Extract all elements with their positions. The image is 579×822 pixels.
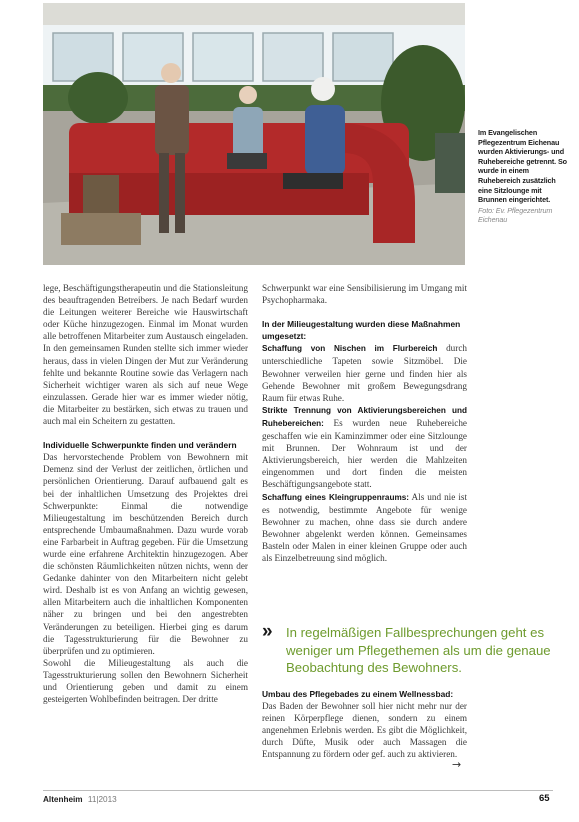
caption-text: Im Evangelischen Pflegezentrum Eichenau wurden Aktivierungs- und Ruhebereiche getrennt. So wurde in einem Ruhebereich zusätzlich eine Sitzlounge mit Brunnen eingerichtet. [478, 128, 567, 205]
paragraph-body: durch unterschiedliche Tapeten sowie Sitzmöbel. Die Bewohner verweilen hier gerne und finden hier als Gehende Bewohner mit großem Bewegungsdrang Raum für etwas Ruhe. [262, 343, 467, 403]
left-column [43, 282, 248, 705]
quote-chevron-icon: » [262, 621, 273, 642]
paragraph-body: Als und nie ist es notwendig, bestimmte Angebote für wenige Bewohner zu machen, ohne dass sie durch andere Bewohner abgelenkt werden können. Gemeinsames Basteln oder Malen in einer kleinen Gruppe oder auch als Einzelbetreuung sind möglich. [262, 491, 467, 563]
subheading: Individuelle Schwerpunkte finden und verändern [43, 440, 237, 451]
paragraph-with-lead [262, 404, 467, 491]
continue-arrow-icon: → [452, 758, 462, 771]
issue-number: 11|2013 [87, 795, 117, 804]
paragraph: Sowohl die Milieugestaltung als auch die Tagesstrukturierung sollen den Bewohnern Sicherheit und Orientierung geben und damit zu einem gesteigerten Wohlbefinden beitragen. Der dritte [43, 657, 248, 705]
page-number: 65 [539, 793, 550, 804]
lounge-photo [43, 3, 465, 265]
right-column-lower [262, 688, 467, 761]
paragraph-lead: Schaffung von Nischen im Flurbereich [262, 344, 438, 354]
footer-magazine [43, 795, 117, 804]
footer-divider [43, 790, 553, 791]
paragraph-lead: Strikte Trennung von Aktivierungsbereichen und Ruhebereichen: [262, 405, 467, 428]
paragraph-gap [43, 427, 248, 439]
photo-credit: Foto: Ev. Pflegezentrum Eichenau [478, 205, 553, 225]
paragraph: Das Baden der Bewohner soll hier nicht mehr nur der reinen Körperpflege dienen, sondern zu einem angenehmen Erlebnis werden. Es gibt die Möglichkeit, durch Düfte, Musik oder auch Massagen die Entspannung zu fördern oder gef. auch zu aktivieren. [262, 701, 467, 760]
lounge-photo-illustration [43, 3, 465, 265]
paragraph-lead: Schaffung eines Kleingruppenraums: [262, 492, 410, 502]
paragraph: lege, Beschäftigungstherapeutin und die Stationsleitung des beauftragenden Betreibers. Je nach Bedarf wurden die Leitungen weiterer Bereiche wie Hauswirtschaft oder Küche hinzugezogen. Einmal im Monat wurden alle betroffenen Mitarbeiter zum Austausch eingeladen. In den gemeinsamen Runden stellte sich immer wieder heraus, dass in vielen Dingen der Mut zur Veränderung fehlte und bekannte Routine sowie das Verlagern nach Sicherheit wichtiger waren als sich auf neue Wege einzulassen. Gerade hier war es immer wieder nötig, die Mitarbeiter zu bestärken, sich etwas zu trauen und auch mal ein Scheitern zu gestatten. [43, 283, 248, 427]
paragraph-gap [262, 306, 467, 318]
paragraph-body: Es wurden neue Ruhebereiche geschaffen wie ein Kaminzimmer oder eine Sitzlounge mit Brunnen. Der Wohnraum ist und der Aktivierungsbereich, hier werden die Mahlzeiten eingenommen und dort finden die meisten Beschäftigungsangebote statt. [262, 417, 467, 490]
photo-caption [478, 128, 568, 225]
subheading: Umbau des Pflegebades zu einem Wellnessbad: [262, 689, 454, 699]
paragraph: Schwerpunkt war eine Sensibilisierung im Umgang mit Psychopharmaka. [262, 283, 467, 306]
pull-quote-text: In regelmäßigen Fallbesprechungen geht es weniger um Pflegethemen als um die genaue Beobachtung des Bewohners. [286, 625, 551, 675]
paragraph-with-lead [262, 491, 467, 565]
pull-quote [262, 621, 562, 677]
paragraph: Das hervorstechende Problem von Bewohnern mit Demenz sind der Verlust der zeitlichen, örtlichen und persönlichen Orientierung. Darauf aufbauend galt es bei der inhaltlichen Umsetzung des Projektes drei Schwerpunkte: Einmal die notwendige Milieugestaltung im beschützenden Bereich durch entsprechende Umbaumaßnahmen. Dazu wurde vorab eine Farbarbeit in Auftrag gegeben. Für die Umsetzung wurde eine erfahrene Architektin hinzugezogen. Aber die schönsten Räumlichkeiten nützen nichts, wenn der Gedanke dahinter von den Mitarbeitern nicht gelebt wird. Deshalb ist es von Anfang an wichtig gewesen, allen Mitarbeitern auch die inhaltlichen Komponenten näher zu bringen und bei den angestrebten Veränderungen zu beteiligen. Hierbei ging es darum die Tagesstrukturierung für die Bewohner zu überprüfen und zu optimieren. [43, 452, 248, 656]
subheading: In der Milieugestaltung wurden diese Maßnahmen umgesetzt: [262, 319, 461, 342]
paragraph-with-lead [262, 342, 467, 403]
magazine-name: Altenheim [43, 795, 83, 804]
right-column [262, 282, 467, 564]
